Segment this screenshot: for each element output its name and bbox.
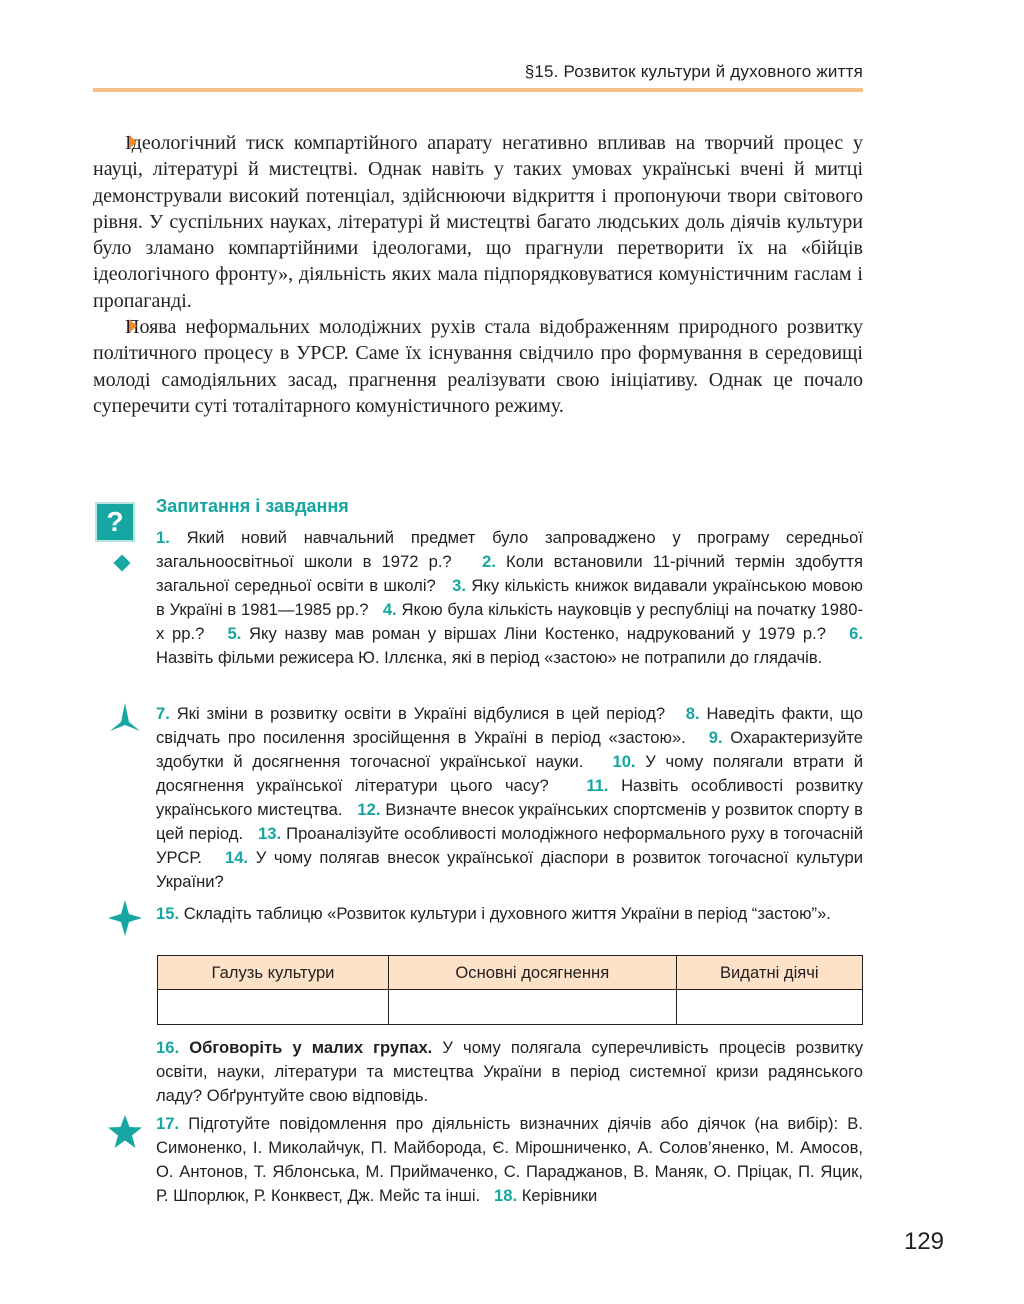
- table-header-cell: Видатні діячі: [676, 956, 862, 990]
- questions-group-2: 7. Які зміни в розвитку освіти в Україні відбулися в цей період? 8. Наведіть факти, що свідчать про посилення зросійщення в Україні в період «застою». 9. Охарактеризуйте здобутки й досягнення тогочасної української науки. 10. У чому полягали втрати й досягнення української літератури цього часу? 11. Назвіть особливості розвитку українського мистецтва. 12. Визначте внесок українських спортсменів у розвиток спорту в цей період. 13. Проаналізуйте особливості молодіжного неформального руху в тогочасній УРСР. 14. У чому полягав внесок української діаспори в розвиток тогочасної культури України?: [156, 704, 863, 891]
- question-17: 17. Підготуйте повідомлення про діяльність визначних діячів або діячок (на вибір): В. Симоненко, І. Миколайчук, П. Майборода, Є. Мірошниченко, А. Солов’яненко, М. Амосов, О. Антонов, Т. Яблонська, М. Приймаченко, С. Параджанов, В. Маняк, О. Пріцак, П. Яцик, Р. Шпорлюк, Р. Конквест, Дж. Мейс та інші. 18. Керівники: [156, 1114, 863, 1205]
- table-header-cell: Галузь культури: [158, 956, 389, 990]
- page-header: [93, 58, 863, 92]
- four-point-star-icon: [108, 900, 142, 936]
- paragraph: Поява неформальних молодіжних рухів стала відображенням природного розвитку політичного процесу в УРСР. Саме їх існування свідчило про формування в середовищі молоді самодіяльних засад, прагнення реалізувати свою ініціативу. Однак це почало суперечити суті тоталітарного комуністичного режиму.: [93, 316, 863, 417]
- triangle-bullet-icon: [129, 319, 137, 333]
- table-empty-cell: [158, 990, 389, 1025]
- question-15: 15. Складіть таблицю «Розвиток культури і духовного життя України в період “застою”».: [156, 904, 831, 923]
- triangle-star-level-icon: [110, 703, 140, 731]
- table-header-cell: Основні досягнення: [388, 956, 676, 990]
- paragraph: Ідеологічний тиск компартійного апарату негативно впливав на творчий процес у науці, літературі й мистецтві. Однак навіть у таких умовах українські вчені й митці демонстрували високий потенціал, здійснюючи відкриття і пропонуючи твори світового рівня. У суспільних науках, літературі й мистецтві багато людських доль діячів культури було зламано компартійними ідеологами, що прагнули перетворити їх на «бійців ідеологічного фронту», діяльність яких мала підпорядковуватися комуністичним гаслам і пропаганді.: [93, 132, 863, 312]
- header-divider: [93, 88, 863, 92]
- question-16: 16. Обговоріть у малих групах. У чому полягала суперечливість процесів розвитку освіти, науки, літератури та мистецтва України в період системної кризи радянського ладу? Обґрунтуйте свою відповідь.: [156, 1038, 863, 1105]
- question-mark-icon: ?: [95, 502, 135, 542]
- page-number: 129: [903, 1228, 944, 1255]
- table-empty-cell: [676, 990, 862, 1025]
- chapter-title: §15. Розвиток культури й духовного життя: [524, 62, 863, 81]
- culture-table: [157, 955, 863, 1025]
- main-text: [93, 130, 863, 419]
- questions-heading: Запитання і завдання: [156, 496, 349, 516]
- table-empty-cell: [388, 990, 676, 1025]
- diamond-level-icon: [114, 555, 131, 572]
- five-point-star-icon: [108, 1115, 142, 1149]
- triangle-bullet-icon: [129, 135, 137, 149]
- questions-group-1: 1. Який новий навчальний предмет було запроваджено у програму середньої загальноосвітньої школи в 1972 р.? 2. Коли встановили 11-річний термін здобуття загальної середньої освіти в школі? 3. Яку кількість книжок видавали українською мовою в Україні в 1981—1985 рр.? 4. Якою була кількість науковців у республіці на початку 1980-х рр.? 5. Яку назву мав роман у віршах Ліни Костенко, надрукований у 1979 р.? 6. Назвіть фільми режисера Ю. Іллєнка, які в період «застою» не потрапили до глядачів.: [156, 528, 863, 667]
